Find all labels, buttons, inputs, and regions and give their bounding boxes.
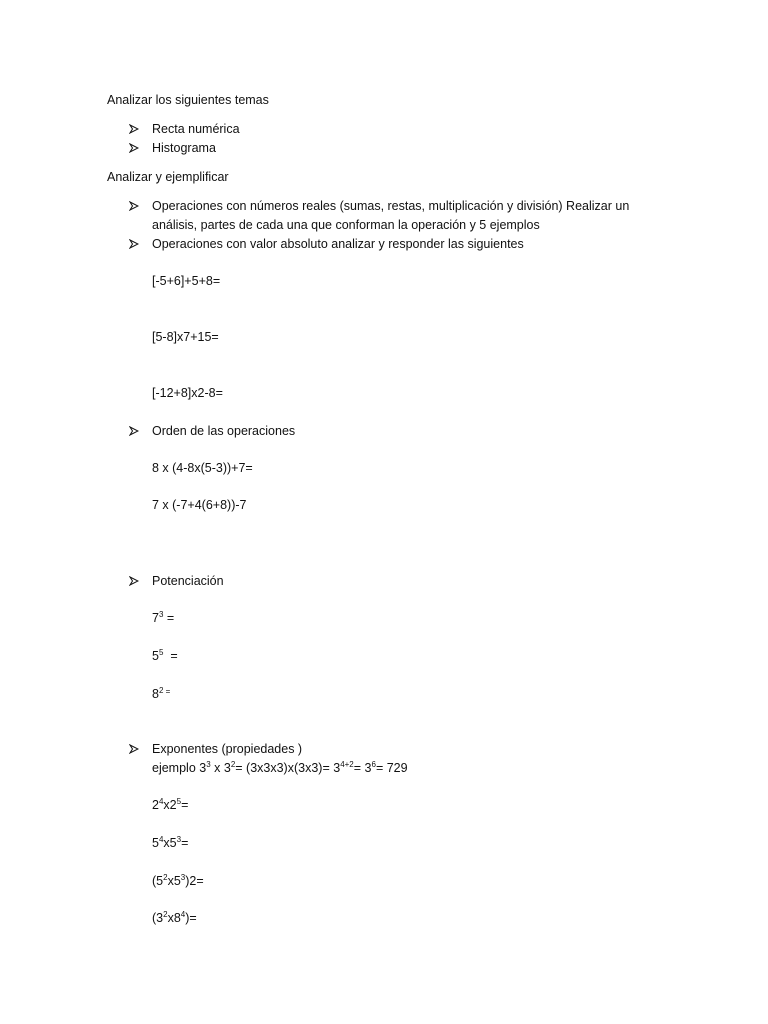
potencia-item: $5^5$ = — [152, 648, 178, 663]
valor-absoluto-item: [-5+6]+5+8= — [152, 274, 221, 288]
potencia-item: $7^3$ = — [152, 610, 175, 625]
orden-item: 8 x (4-8x(5-3))+7= — [152, 461, 253, 475]
potencia-item: $8^2$ = — [152, 686, 171, 701]
orden-item: 7 x (-7+4(6+8))-7 — [152, 498, 247, 512]
arrow-bullet-icon — [129, 576, 139, 586]
list-item-histograma: Histograma — [152, 141, 216, 155]
exponente-exercise: $(5^2x5^3)2=$ — [152, 873, 204, 888]
orden-title: Orden de las operaciones — [152, 424, 296, 438]
arrow-bullet-icon — [129, 143, 139, 153]
exponente-exercise: $(3^2x8^4)=$ — [152, 910, 197, 925]
exponentes-example: ejemplo $3^3$ x $3^2= (3x3x3)x(3x3)= 3^{4+2}= 3^6= 729$ — [152, 760, 408, 775]
ops-reales-line1: Operaciones con números reales (sumas, restas, multiplicación y división) Realizar un — [152, 199, 630, 213]
ops-reales-line2: análisis, partes de cada una que conforman la operación y 5 ejemplos — [152, 218, 540, 232]
valor-absoluto-item: [5-8]x7+15= — [152, 330, 219, 344]
heading-analizar-temas: Analizar los siguientes temas — [107, 93, 269, 107]
exponentes-title: Exponentes (propiedades ) — [152, 742, 303, 756]
valor-absoluto-title: Operaciones con valor absoluto analizar y responder las siguientes — [152, 237, 524, 251]
potenciacion-title: Potenciación — [152, 574, 224, 588]
exponente-exercise: $5^4x5^3=$ — [152, 835, 189, 850]
arrow-bullet-icon — [129, 239, 139, 249]
exponente-exercise: $2^4x2^5=$ — [152, 797, 189, 812]
arrow-bullet-icon — [129, 124, 139, 134]
arrow-bullet-icon — [129, 744, 139, 754]
arrow-bullet-icon — [129, 426, 139, 436]
list-item-recta: Recta numérica — [152, 122, 240, 136]
valor-absoluto-item: [-12+8]x2-8= — [152, 386, 223, 400]
heading-ejemplificar: Analizar y ejemplificar — [107, 170, 229, 184]
arrow-bullet-icon — [129, 201, 139, 211]
